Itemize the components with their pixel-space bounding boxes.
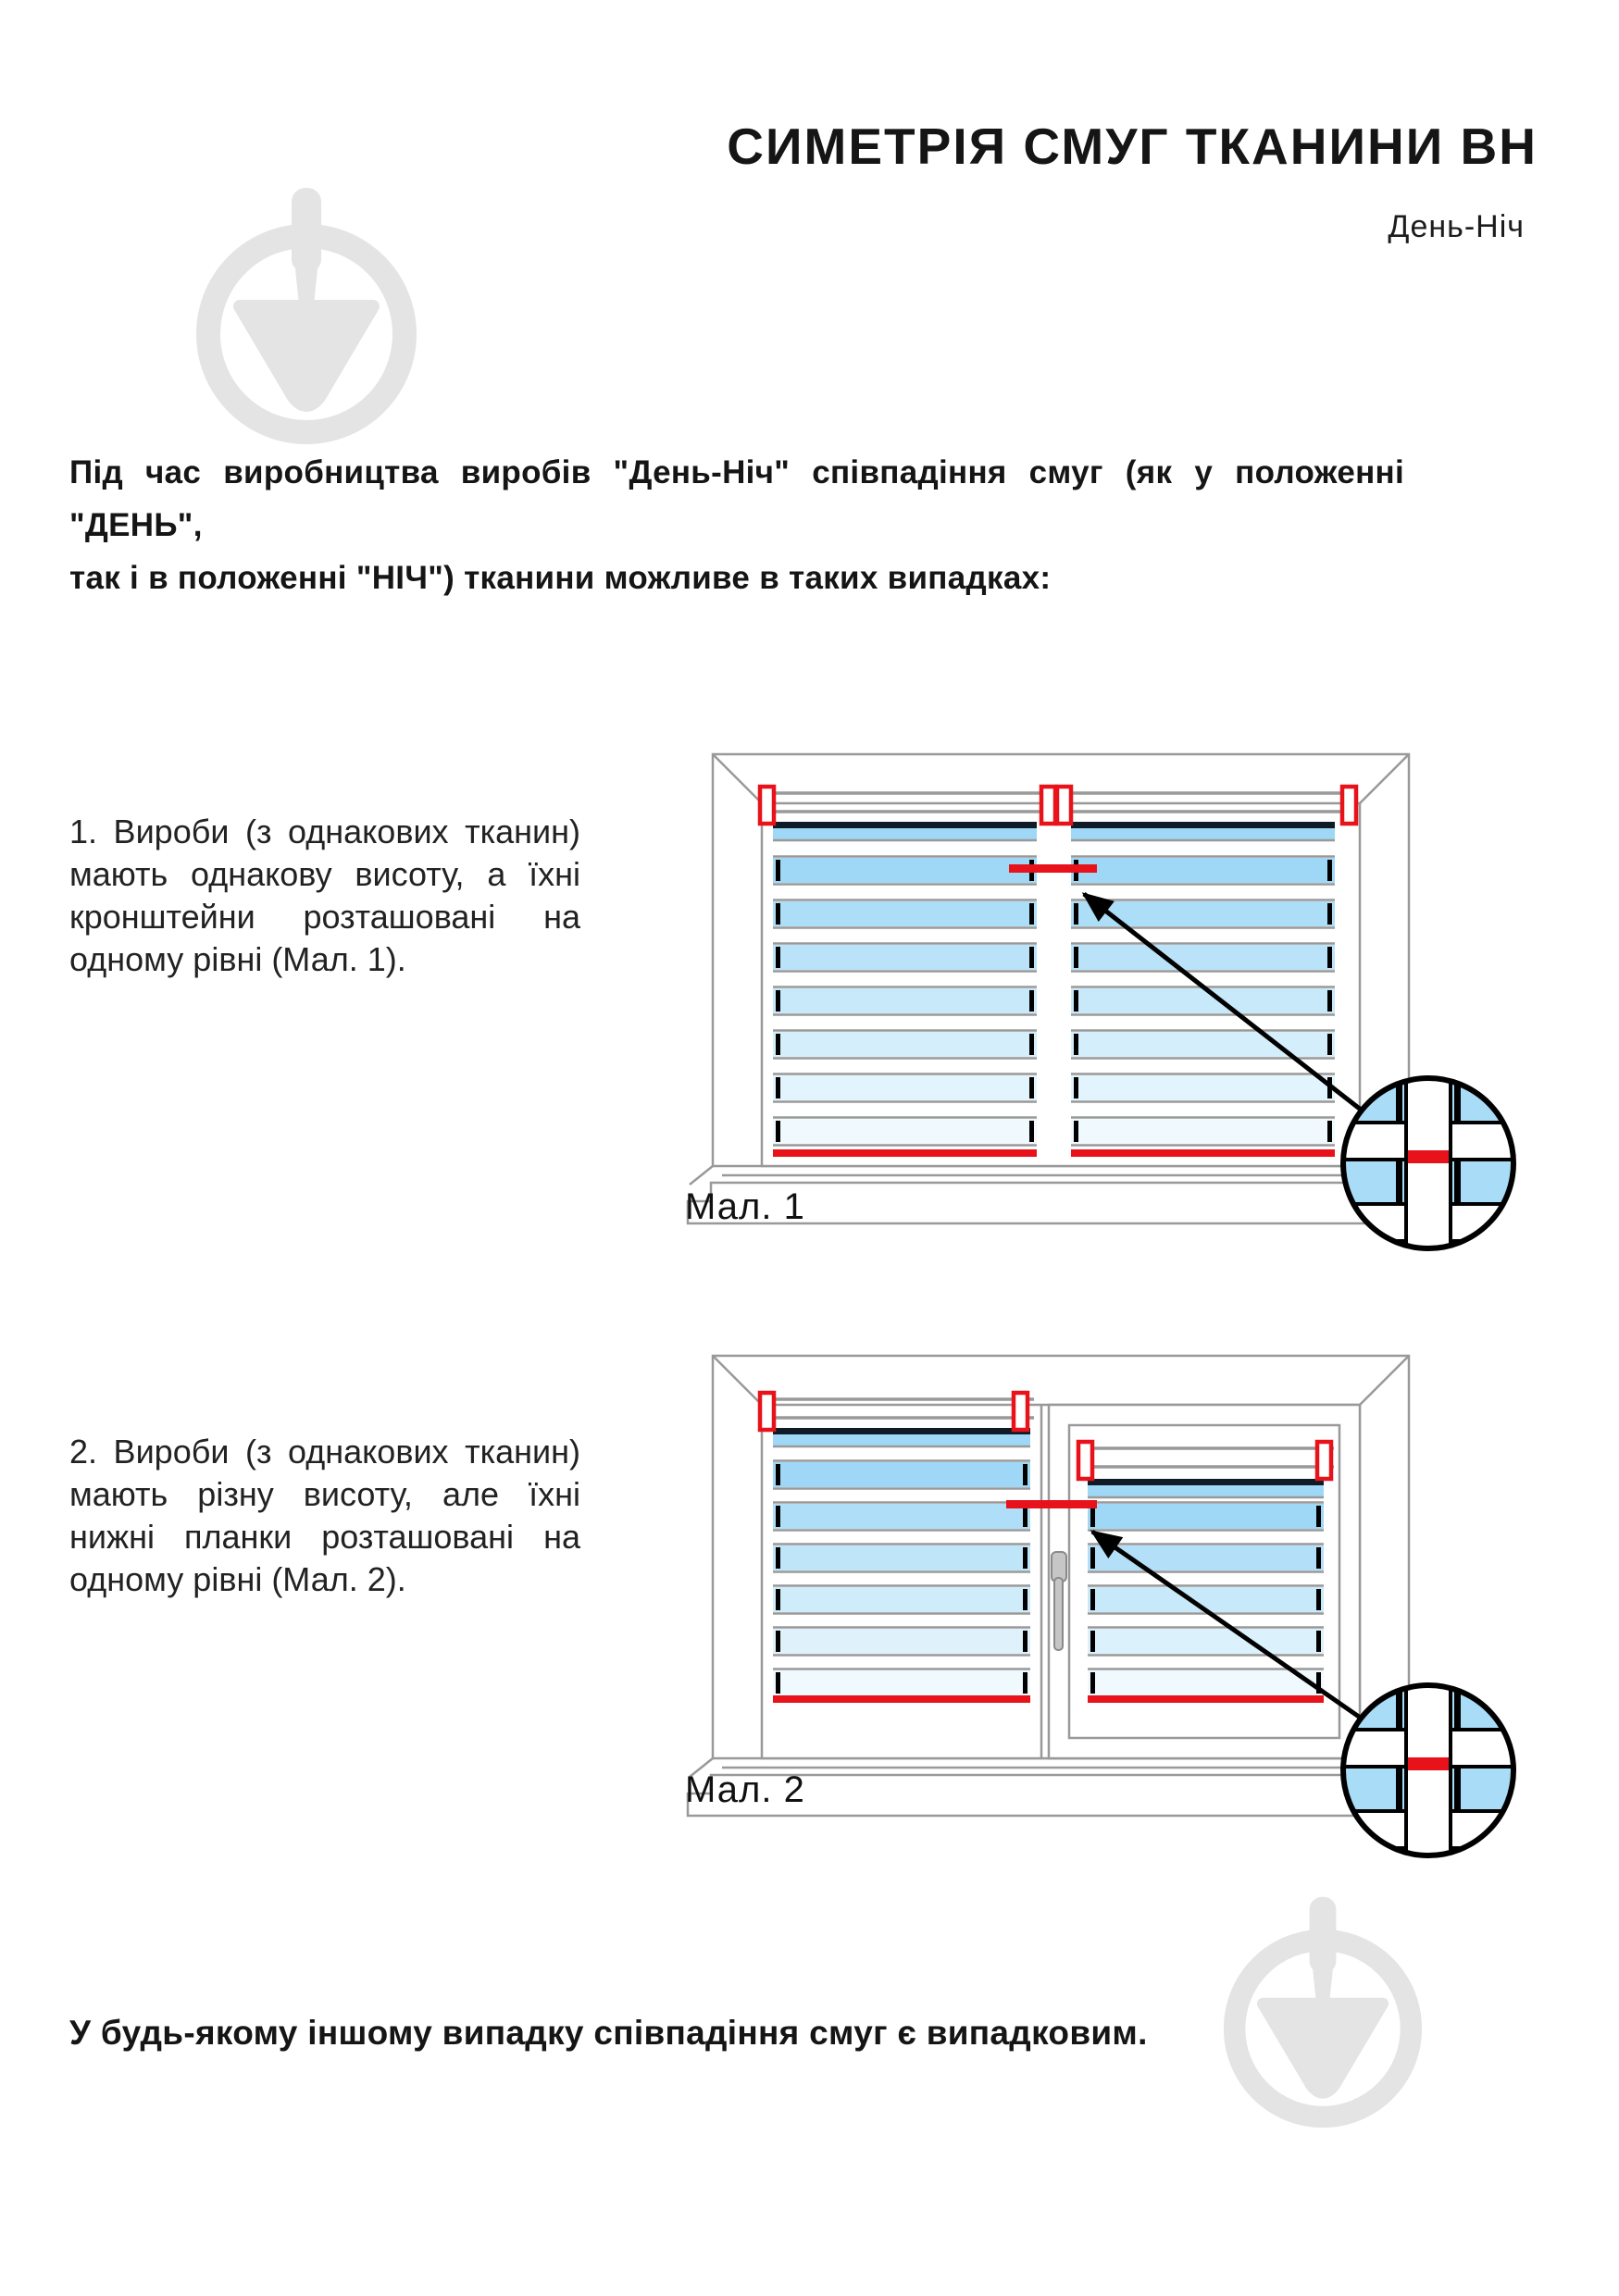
trowel-icon [1235,1897,1412,2117]
mount-bracket [1057,787,1071,824]
intro-line: Під час виробництва виробів "День-Ніч" співпадіння смуг (як у положенні "ДЕНЬ", [69,454,1404,543]
figure-1-window-illustration [680,740,1525,1259]
page-title: СИМЕТРІЯ СМУГ ТКАНИНИ ВН [727,118,1538,175]
mount-bracket [1014,1393,1027,1430]
mount-bracket [1041,787,1055,824]
item-1-line: кронштейни розташовані на [69,898,580,936]
intro-paragraph [69,446,1404,604]
bottom-bar [1088,1695,1324,1703]
mount-bracket [1317,1442,1331,1479]
item-1-text [69,811,580,981]
intro-line: так і в положенні "НІЧ") тканини можливе в таких випадках: [69,560,1052,596]
magnifier-circle [1341,1683,1515,1865]
magnifier-circle [1341,1076,1515,1259]
bottom-bar [773,1149,1037,1157]
trowel-icon [208,188,405,432]
alignment-mark [1006,1500,1097,1508]
mount-bracket [760,1393,774,1430]
bottom-bar [773,1695,1030,1703]
item-2-text [69,1431,580,1601]
item-2-line: одному рівні (Мал. 2). [69,1560,406,1598]
mount-bracket [760,787,774,824]
item-1-line: мають однакову висоту, а їхні [69,855,580,893]
figure-2-window-illustration [680,1347,1525,1865]
brand-watermark-logo [181,176,440,453]
item-2-line: нижні планки розташовані на [69,1518,580,1556]
bottom-bar [1071,1149,1335,1157]
page-subtitle: День-Ніч [1388,209,1525,244]
item-1-line: одному рівні (Мал. 1). [69,940,406,978]
item-2-line: 2. Вироби (з однакових тканин) [69,1433,580,1471]
item-1-line: 1. Вироби (з однакових тканин) [69,813,580,850]
figure-2-caption: Мал. 2 [685,1769,805,1810]
mount-bracket [1342,787,1356,824]
figure-1-caption: Мал. 1 [685,1186,805,1227]
footer-note: У будь-якому іншому випадку співпадіння смуг є випадковим. [69,2014,1148,2052]
brand-watermark-logo [1203,1888,1444,2175]
item-2-line: мають різну висоту, але їхні [69,1475,580,1513]
alignment-mark-zoomed [1408,1150,1449,1163]
mount-bracket [1078,1442,1092,1479]
alignment-mark-zoomed [1408,1757,1449,1770]
alignment-mark [1009,864,1097,873]
